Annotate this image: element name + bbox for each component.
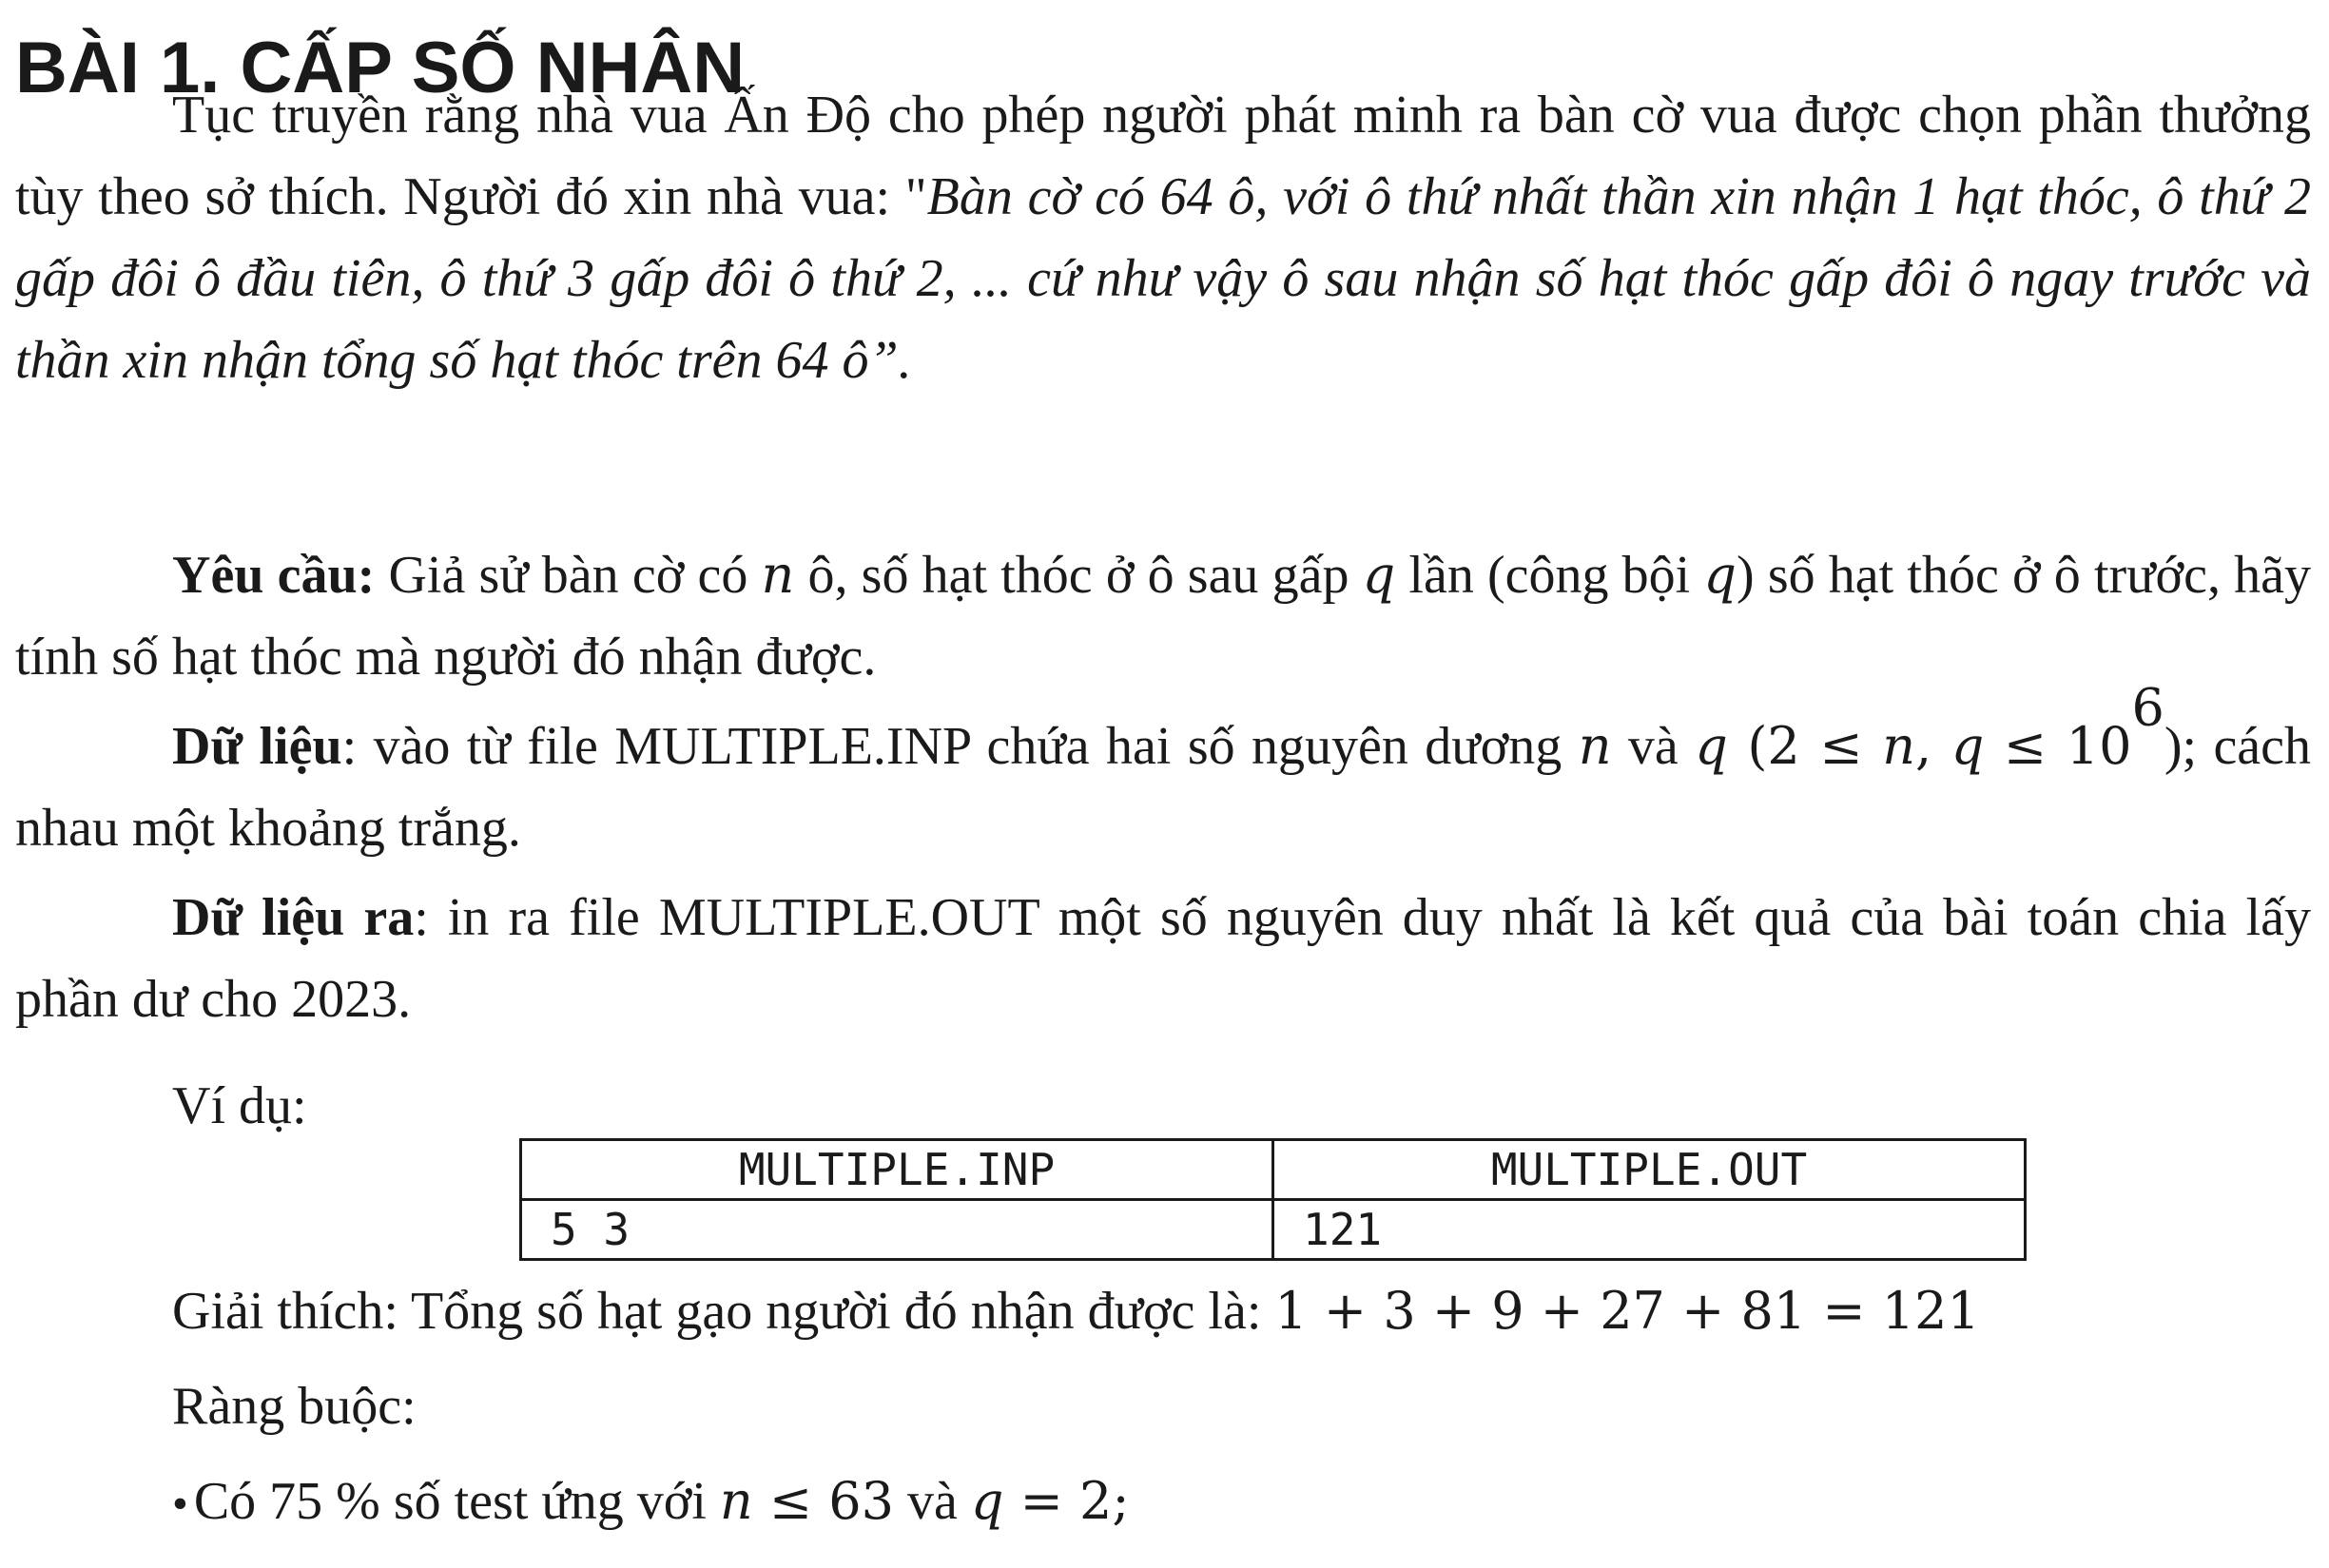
output-paragraph [15, 877, 2311, 1040]
constraints-heading [172, 1365, 417, 1447]
table-row [521, 1200, 2026, 1260]
explanation-label: Giải thích: [172, 1282, 398, 1341]
requirement-text-3: lần (công bội [1395, 546, 1704, 605]
input-var-n2: n [1882, 716, 1915, 776]
example-output-cell: 121 [1273, 1200, 2026, 1260]
constraints-colon: : [401, 1377, 417, 1436]
problem-title: BÀI 1. CẤP SỐ NHÂN [15, 28, 746, 108]
input-constraint-open: (2 ≤ [1727, 716, 1883, 776]
requirement-text-4: ) số hạt thóc ở ô trước, hãy tính số hạt thóc mà người đó nhận được. [15, 546, 2312, 687]
input-text-3: ); cách nhau một khoảng trắng. [15, 717, 2312, 858]
bullet-icon: • [172, 1479, 188, 1529]
intro-plain: Tục truyền rằng nhà vua Ấn Độ cho phép người phát minh ra bàn cờ vua được chọn phần thưởng tùy theo sở thích. Người đó xin nhà vua: " [15, 86, 2311, 226]
input-constraint-le: ≤ 10 [1984, 716, 2132, 776]
list-item [172, 1461, 1130, 1545]
intro-quote: Bàn cờ có 64 ô, với ô thứ nhất thần xin nhận 1 hạt thóc, ô thứ 2 gấp đôi ô đầu tiên, ô thứ 3 gấp đôi ô thứ 2, ... cứ như vậy ô sau nhận số hạt thóc gấp đôi ô ngay trước và thần xin nhận tổng số hạt thóc trên 64 ô”. [15, 167, 2311, 390]
input-exponent: 6 [2131, 677, 2164, 738]
requirement-text-1: Giả sử bàn cờ có [375, 546, 762, 605]
bullet-var-n: n [719, 1471, 753, 1531]
output-label: Dữ liệu ra [172, 888, 415, 947]
bullet-var-q: q [970, 1471, 1004, 1531]
example-input-cell: 5 3 [521, 1200, 1273, 1260]
explanation-text: Tổng số hạt gạo người đó nhận được là: [398, 1282, 1275, 1341]
bullet-text-1: Có 75 % số test ứng với [193, 1472, 720, 1531]
requirement-var-q: q [1362, 545, 1396, 605]
bullet-eq: = 2; [1003, 1471, 1130, 1531]
requirement-paragraph [15, 534, 2311, 698]
example-header-input: MULTIPLE.INP [521, 1140, 1273, 1200]
input-constraint-comma: , [1914, 716, 1951, 776]
input-var-q: q [1695, 716, 1728, 776]
requirement-var-n: n [761, 545, 795, 605]
input-var-q2: q [1951, 716, 1985, 776]
input-var-n: n [1578, 716, 1612, 776]
explanation-formula: 1 + 3 + 9 + 27 + 81 = 121 [1274, 1281, 1980, 1341]
example-label: Ví dụ: [172, 1076, 307, 1135]
input-text-2: và [1611, 717, 1696, 776]
input-paragraph [15, 677, 2312, 869]
bullet-text-2: và [893, 1472, 971, 1531]
requirement-text-2: ô, số hạt thóc ở ô sau gấp [794, 546, 1363, 605]
constraints-label: Ràng buộc [172, 1377, 402, 1436]
example-table-header-row [521, 1140, 2026, 1200]
input-label: Dữ liệu [172, 717, 342, 776]
explanation-paragraph [172, 1270, 1980, 1352]
output-text: : in ra file MULTIPLE.OUT một số nguyên duy nhất là kết quả của bài toán chia lấy phần dư cho 2023. [15, 888, 2311, 1029]
input-text-1: : vào từ file MULTIPLE.INP chứa hai số nguyên dương [341, 717, 1579, 776]
requirement-label: Yêu cầu: [172, 546, 376, 605]
example-header-output: MULTIPLE.OUT [1273, 1140, 2026, 1200]
example-table [519, 1138, 2027, 1261]
intro-paragraph [15, 74, 2311, 401]
bullet-le: ≤ 63 [752, 1471, 894, 1531]
requirement-var-q2: q [1703, 545, 1737, 605]
